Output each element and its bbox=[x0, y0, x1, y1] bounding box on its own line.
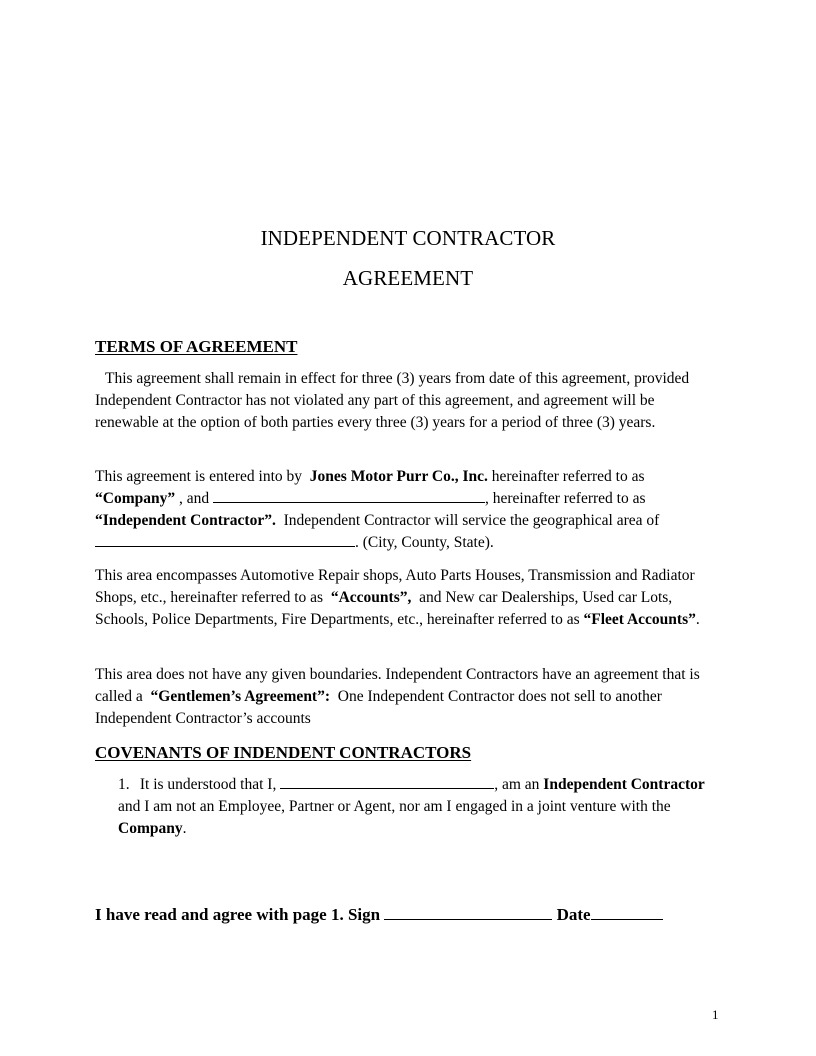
item1-text-a: It is understood that I, bbox=[139, 776, 277, 793]
para3-text-c: . bbox=[695, 611, 700, 628]
independent-contractor-label: Independent Contractor bbox=[543, 776, 705, 793]
contractor-signature-name-blank[interactable] bbox=[280, 774, 494, 789]
contractor-name-blank[interactable] bbox=[213, 488, 485, 503]
date-blank[interactable] bbox=[591, 905, 663, 920]
para2-text-c: , and bbox=[178, 490, 210, 507]
item1-text-d: . bbox=[182, 820, 187, 837]
list-item-number: 1. bbox=[118, 776, 130, 793]
list-item bbox=[118, 774, 718, 840]
terms-paragraph-2 bbox=[95, 466, 720, 554]
page-number: 1 bbox=[712, 1007, 719, 1022]
terms-heading: TERMS OF AGREEMENT bbox=[95, 337, 298, 356]
terms-paragraph-1 bbox=[95, 368, 720, 434]
terms-paragraph-4 bbox=[95, 664, 720, 730]
terms-paragraph-3 bbox=[95, 565, 720, 631]
para3-text-b: and New car Dealerships, Used car Lots, Schools, Police Departments, Fire Departments, etc., hereinafter referred to as bbox=[95, 589, 673, 628]
company-name: Jones Motor Purr Co., Inc. bbox=[309, 468, 488, 485]
covenants-list bbox=[118, 774, 718, 840]
fleet-accounts-label: “Fleet Accounts” bbox=[583, 611, 696, 628]
accounts-label: “Accounts”, bbox=[330, 589, 412, 606]
para3-text-a: This area encompasses Automotive Repair shops, Auto Parts Houses, Transmission and Radiator Shops, etc., hereinafter referred to as bbox=[95, 567, 695, 606]
document-title-line1: INDEPENDENT CONTRACTOR bbox=[260, 226, 556, 250]
terms-paragraph-1-text: This agreement shall remain in effect for three (3) years from date of this agreement, provided Independent Contractor has not violated any part of this agreement, and agreement will be renewable at the option of both parties every three (3) years for a period of three (3) years. bbox=[95, 370, 690, 431]
signature-blank[interactable] bbox=[384, 905, 552, 920]
para4-text-b: One Independent Contractor does not sell to another Independent Contractor’s accounts bbox=[95, 688, 662, 727]
para2-text-d: , hereinafter referred to as bbox=[485, 490, 646, 507]
signature-text: I have read and agree with page 1. Sign bbox=[95, 905, 381, 924]
company-label: “Company” bbox=[95, 490, 176, 507]
date-label: Date bbox=[556, 905, 591, 924]
item1-text-c: and I am not an Employee, Partner or Agent, nor am I engaged in a joint venture with the bbox=[118, 798, 671, 815]
item1-text-b: , am an bbox=[494, 776, 540, 793]
signature-line bbox=[95, 905, 663, 925]
para2-text-f: . (City, County, State). bbox=[355, 534, 494, 551]
company-label-2: Company bbox=[118, 820, 183, 837]
gentlemens-agreement-label: “Gentlemen’s Agreement”: bbox=[150, 688, 331, 705]
para2-text-e: Independent Contractor will service the geographical area of bbox=[283, 512, 660, 529]
covenants-heading: COVENANTS OF INDENDENT CONTRACTORS bbox=[95, 743, 472, 762]
para2-text-b: hereinafter referred to as bbox=[491, 468, 645, 485]
document-title-line2: AGREEMENT bbox=[342, 266, 474, 290]
para4-text-a: This area does not have any given boundaries. Independent Contractors have an agreement that is called a bbox=[95, 666, 700, 705]
area-blank[interactable] bbox=[95, 532, 355, 547]
para2-text-a: This agreement is entered into by bbox=[95, 468, 303, 485]
contractor-label: “Independent Contractor”. bbox=[95, 512, 276, 529]
